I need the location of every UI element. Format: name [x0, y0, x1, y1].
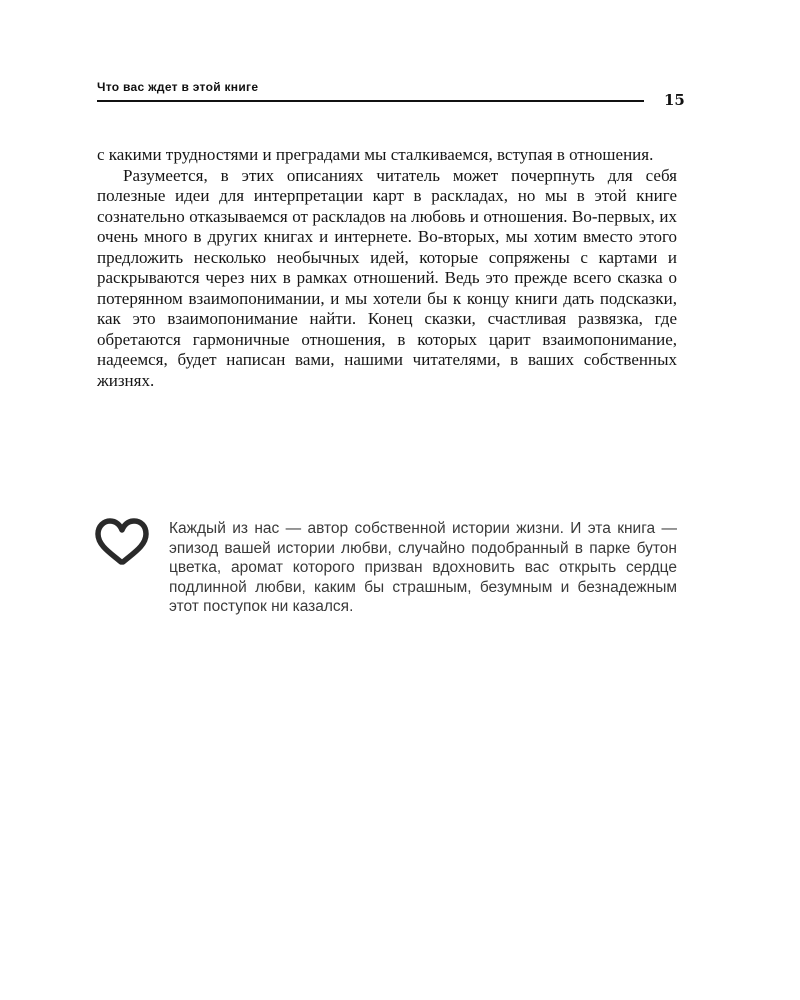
aside-paragraph: Каждый из нас — автор собственной истории жизни. И эта книга — эпизод вашей истории любви, случайно подобранный в парке бутон цветка, аромат которого призван вдохновить вас открыть сердце подлинной любви, каким бы страшным, безумным и безнадежным этот поступок ни казался. [169, 520, 677, 616]
paragraph: с какими трудностями и преградами мы сталкиваемся, вступая в отношения. [97, 145, 654, 164]
heart-icon [94, 518, 150, 566]
header-rule [97, 100, 644, 102]
page-number: 15 [664, 91, 685, 109]
running-title: Что вас ждет в этой книге [97, 80, 259, 94]
paragraph: Разумеется, в этих описаниях читатель может почерпнуть для себя полезные идеи для интерпретации карт в раскладах, но мы в этой книге сознательно отказываемся от раскладов на любовь и отношения. Во-первых, их очень много в других книгах и интернете. Во-вторых, мы хотим вместо этого предложить несколько необычных идей, которые сопряжены с картами и раскрываются через них в рамках отношений. Ведь это прежде всего сказка о потерянном взаимопонимании, и мы хотели бы к концу книги дать подсказки, как это взаимопонимание найти. Конец сказки, счастливая развязка, где обретаются гармоничные отношения, в которых царит взаимопонимание, надеемся, будет написан вами, нашими читателями, в ваших собственных жизнях. [97, 165, 677, 390]
aside-quote [169, 519, 677, 617]
main-text [97, 145, 677, 391]
